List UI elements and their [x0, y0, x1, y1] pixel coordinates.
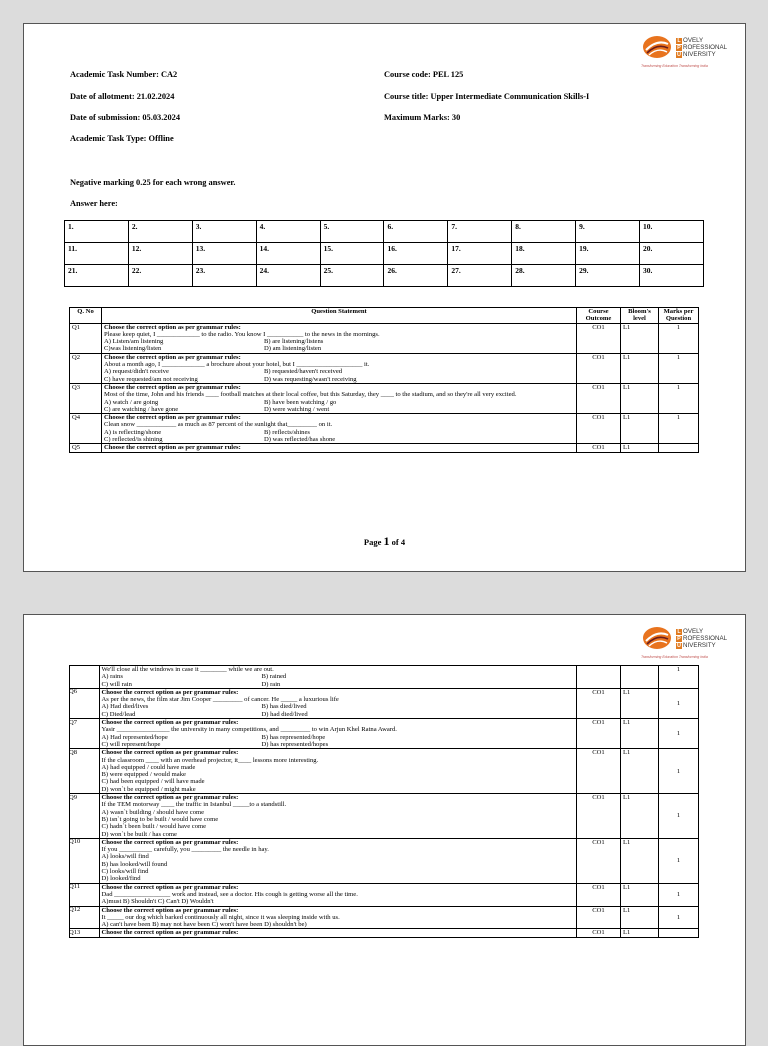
- marks: 1: [659, 414, 699, 444]
- question-statement: [99, 688, 577, 718]
- bloom-level: L1: [621, 883, 659, 906]
- lpu-emblem-icon: [641, 35, 673, 59]
- question-row: [99, 883, 699, 906]
- qno-row-divider: [69, 688, 99, 689]
- answer-row: [65, 243, 704, 265]
- bloom-level: L1: [621, 353, 659, 383]
- question-number-label: Q7: [69, 718, 78, 726]
- option-row: [104, 406, 574, 413]
- course-outcome: CO1: [577, 906, 621, 929]
- col-bloom: Bloom's level: [621, 308, 659, 324]
- course-code: Course code: PEL 125: [384, 70, 464, 79]
- question-line: D) looked/find: [101, 875, 141, 883]
- question-row: [99, 794, 699, 839]
- page-number: Page 1 of 4: [363, 534, 406, 548]
- bloom-level: L1: [621, 323, 659, 353]
- question-line: D) won`t be equipped / might make: [101, 785, 196, 793]
- question-statement: [102, 444, 577, 452]
- question-line: Yasir ________________ the university in many competitions, and _________ to win Arjun Khel Ratna Award.: [101, 726, 397, 734]
- qno-row-divider: [69, 718, 99, 719]
- answer-cell[interactable]: 27.: [448, 265, 512, 287]
- bloom-level: L1: [621, 838, 659, 883]
- answer-cell[interactable]: 11.: [65, 243, 129, 265]
- question-instruction: Choose the correct option as per grammar rules:: [101, 688, 239, 696]
- answer-cell[interactable]: 4.: [256, 221, 320, 243]
- option-row: [104, 368, 574, 375]
- question-number-label: Q8: [69, 748, 78, 756]
- task-number: Academic Task Number: CA2: [70, 70, 178, 79]
- question-number-label: Q13: [69, 928, 81, 936]
- answer-label: Answer here:: [70, 199, 118, 208]
- question-statement: [99, 666, 577, 689]
- question-statement: [99, 838, 577, 883]
- question-instruction: Choose the correct option as per grammar rules:: [104, 323, 241, 331]
- question-instruction: Choose the correct option as per grammar rules:: [101, 906, 239, 914]
- col-marks: Marks per Question: [659, 308, 699, 324]
- question-number: Q5: [70, 444, 102, 452]
- question-line: D) won`t be built / has come: [101, 830, 177, 838]
- question-number: Q3: [70, 383, 102, 413]
- option-row: [104, 399, 574, 406]
- answer-cell[interactable]: 3.: [192, 221, 256, 243]
- question-number: Q2: [70, 353, 102, 383]
- document-page-2: [23, 614, 746, 1046]
- course-outcome: CO1: [577, 414, 621, 444]
- marks: [659, 929, 699, 937]
- question-number-label: Q6: [69, 688, 78, 696]
- option: D) was requesting/wasn't receiving: [264, 375, 357, 383]
- answer-cell[interactable]: 14.: [256, 243, 320, 265]
- marks: 1: [659, 838, 699, 883]
- question-line: If you __________ carefully, you _________ the needle in hay.: [101, 846, 269, 854]
- qno-row-divider: [69, 906, 99, 907]
- marks: 1: [659, 666, 699, 689]
- course-outcome: CO1: [577, 838, 621, 883]
- logo-tagline: Transforming Education Transforming India: [641, 655, 708, 659]
- course-outcome: CO1: [577, 353, 621, 383]
- marks: [659, 444, 699, 452]
- answer-cell[interactable]: 18.: [512, 243, 576, 265]
- course-outcome: CO1: [577, 749, 621, 794]
- answer-cell[interactable]: 30.: [640, 265, 704, 287]
- question-instruction: Choose the correct option as per grammar rules:: [104, 383, 241, 391]
- question-number-label: Q12: [69, 906, 81, 913]
- option: B) has died/lived: [261, 703, 307, 711]
- option: D) rain: [261, 680, 281, 688]
- option-row: [102, 681, 575, 688]
- question-table: [69, 307, 699, 453]
- course-outcome: CO1: [577, 444, 621, 452]
- bloom-level: L1: [621, 383, 659, 413]
- logo-tagline: Transforming Education Transforming India: [641, 64, 708, 68]
- marks: 1: [659, 353, 699, 383]
- question-row: [70, 383, 699, 413]
- option: A) rains: [101, 673, 123, 681]
- option: A) is reflecting/shone: [104, 428, 162, 436]
- option: C) will represent/hope: [101, 740, 161, 748]
- option: D) had died/lived: [261, 710, 308, 718]
- bloom-level: [621, 666, 659, 689]
- question-row: [99, 749, 699, 794]
- bloom-level: L1: [621, 688, 659, 718]
- question-row: [70, 353, 699, 383]
- answer-cell[interactable]: 13.: [192, 243, 256, 265]
- document-page-1: [23, 23, 746, 572]
- question-instruction: Choose the correct option as per grammar rules:: [101, 883, 239, 891]
- answer-cell[interactable]: 10.: [640, 221, 704, 243]
- course-outcome: CO1: [577, 794, 621, 839]
- option: C) Died/lead: [101, 710, 136, 718]
- question-number-label: Q9: [69, 793, 78, 801]
- answer-cell[interactable]: 29.: [576, 265, 640, 287]
- answer-cell[interactable]: 5.: [320, 221, 384, 243]
- question-line: A)must B) Shouldn't C) Can't D) Wouldn't: [101, 898, 214, 906]
- question-row: [99, 929, 699, 937]
- option-row: [104, 345, 574, 352]
- qno-row-divider: [69, 883, 99, 884]
- question-table-continued: [69, 665, 699, 938]
- question-instruction: Choose the correct option as per grammar rules:: [104, 414, 241, 422]
- question-instruction: Choose the correct option as per grammar rules:: [104, 444, 241, 452]
- task-type: Academic Task Type: Offline: [70, 134, 174, 143]
- question-number-label: Q10: [69, 838, 81, 846]
- question-line: C) had been equipped / will have made: [101, 778, 205, 786]
- bloom-level: L1: [621, 794, 659, 839]
- option: C) have requested/am not receiving: [104, 375, 198, 383]
- option: A) watch / are going: [104, 398, 159, 406]
- allotment-date: Date of allotment: 21.02.2024: [70, 92, 175, 101]
- question-row: [99, 688, 699, 718]
- question-line: A) looks/will find: [101, 853, 149, 861]
- marks: 1: [659, 688, 699, 718]
- question-line: C) looks/will find: [101, 868, 149, 876]
- option: B) are listening/listens: [264, 338, 324, 346]
- option: D) has represented/hopes: [261, 740, 329, 748]
- question-row-continued: [99, 666, 699, 689]
- question-instruction: Choose the correct option as per grammar rules:: [101, 838, 239, 846]
- question-statement: [99, 929, 577, 937]
- negative-marking-note: Negative marking 0.25 for each wrong answer.: [70, 178, 236, 187]
- question-line: If the classroom ____ with an overhead projector, it____ lessons more interesting.: [101, 756, 319, 764]
- option: C) will rain: [101, 680, 132, 688]
- question-line: C) hadn`t been built / would have come: [101, 823, 207, 831]
- option-row: [102, 673, 575, 680]
- option: C) reflected/is shining: [104, 436, 163, 444]
- question-line: Please keep quiet, I _____________ to the radio. You know I ___________ to the news in the mornings.: [104, 330, 380, 338]
- course-outcome: CO1: [577, 929, 621, 937]
- option: B) rained: [261, 673, 287, 681]
- question-line: A) wasn`t building / should have come: [101, 808, 205, 816]
- answer-cell[interactable]: 2.: [128, 221, 192, 243]
- option: A) Had represented/hope: [101, 733, 168, 741]
- answer-cell[interactable]: 22.: [128, 265, 192, 287]
- marks: 1: [659, 906, 699, 929]
- answer-cell[interactable]: 7.: [448, 221, 512, 243]
- question-line: As per the news, the film star Jim Cooper _________ of cancer. He _____ a luxurious life: [101, 696, 339, 704]
- option-row: [104, 338, 574, 345]
- question-instruction: Choose the correct option as per grammar rules:: [101, 929, 239, 937]
- answer-cell[interactable]: 24.: [256, 265, 320, 287]
- course-outcome: CO1: [577, 883, 621, 906]
- question-line: B) were equipped / would make: [101, 771, 186, 779]
- question-line: Most of the time, John and his friends ____ football matches at their local coffee, but this Saturday, they ____ to the stadium, and so they're all very excited.: [104, 391, 517, 399]
- option-row: [102, 734, 575, 741]
- maximum-marks: Maximum Marks: 30: [384, 113, 461, 122]
- question-line: Dad _________________ work and instead, see a doctor. His cough is getting worse all the time.: [101, 890, 358, 898]
- marks: 1: [659, 383, 699, 413]
- university-logo: [641, 34, 733, 68]
- answer-cell[interactable]: 12.: [128, 243, 192, 265]
- question-row: [70, 444, 699, 452]
- option-row: [102, 703, 575, 710]
- question-instruction: Choose the correct option as per grammar rules:: [101, 749, 239, 757]
- course-outcome: CO1: [577, 688, 621, 718]
- bloom-level: L1: [621, 414, 659, 444]
- question-statement: [99, 794, 577, 839]
- option-row: [104, 429, 574, 436]
- course-outcome: CO1: [577, 323, 621, 353]
- answer-cell[interactable]: 25.: [320, 265, 384, 287]
- answer-cell[interactable]: 15.: [320, 243, 384, 265]
- marks: 1: [659, 749, 699, 794]
- question-statement: [102, 323, 577, 353]
- option: B) reflects/shines: [264, 428, 310, 436]
- answer-row: [65, 221, 704, 243]
- lpu-emblem-icon: [641, 626, 673, 650]
- answer-cell[interactable]: 28.: [512, 265, 576, 287]
- qno-row-divider: [69, 748, 99, 749]
- qno-column-frame: [69, 665, 100, 938]
- question-number: Q4: [70, 414, 102, 444]
- course-title: Course title: Upper Intermediate Communication Skills-I: [384, 92, 590, 101]
- option: C) are watching / have gone: [104, 405, 179, 413]
- question-statement: [102, 383, 577, 413]
- university-logo: [641, 625, 733, 659]
- question-number: Q1: [70, 323, 102, 353]
- question-row: [70, 323, 699, 353]
- marks: 1: [659, 883, 699, 906]
- question-statement: [99, 883, 577, 906]
- option: B) has represented/hope: [261, 733, 326, 741]
- course-outcome: CO1: [577, 719, 621, 749]
- qno-row-divider: [69, 793, 99, 794]
- col-statement: Question Statement: [102, 308, 577, 324]
- col-qno: Q. No: [70, 308, 102, 324]
- answer-cell[interactable]: 26.: [384, 265, 448, 287]
- question-line: B) has looked/will found: [101, 860, 168, 868]
- logo-wordmark: L OVELY P ROFESSIONAL U NIVERSITY: [677, 37, 728, 58]
- bloom-level: L1: [621, 444, 659, 452]
- answer-grid: [64, 220, 704, 287]
- option-row: [102, 741, 575, 748]
- bloom-level: L1: [621, 906, 659, 929]
- option: B) have been watching / go: [264, 398, 337, 406]
- bloom-level: L1: [621, 749, 659, 794]
- option-row: [104, 376, 574, 383]
- marks: 1: [659, 794, 699, 839]
- question-statement: [102, 414, 577, 444]
- option: A) Had died/lives: [101, 703, 149, 711]
- logo-wordmark: L OVELY P ROFESSIONAL U NIVERSITY: [677, 628, 728, 649]
- option: B) requested/haven't received: [264, 368, 343, 376]
- answer-cell[interactable]: 9.: [576, 221, 640, 243]
- question-statement: [99, 719, 577, 749]
- question-line: B) isn`t going to be built / would have come: [101, 815, 219, 823]
- course-outcome: [577, 666, 621, 689]
- answer-cell[interactable]: 20.: [640, 243, 704, 265]
- answer-cell[interactable]: 17.: [448, 243, 512, 265]
- question-line: A) can't have been B) may not have been C) won't have been D) shouldn't be): [101, 921, 307, 929]
- answer-row: [65, 265, 704, 287]
- question-row: [70, 414, 699, 444]
- question-instruction: Choose the correct option as per grammar rules:: [101, 794, 239, 802]
- col-outcome: Course Outcome: [577, 308, 621, 324]
- question-statement: [99, 749, 577, 794]
- option: D) were watching / went: [264, 405, 330, 413]
- qno-row-divider: [69, 838, 99, 839]
- question-line: We'll close all the windows in case it ________ while we are out.: [101, 666, 274, 673]
- question-number-label: Q11: [69, 883, 81, 891]
- question-line: A) had equipped / could have made: [101, 763, 196, 771]
- option: D) was reflected/has shone: [264, 436, 336, 444]
- marks: 1: [659, 323, 699, 353]
- question-line: It _____ our dog which barked continuously all night, since it was sleeping inside with us.: [101, 913, 340, 921]
- option: C)was listening/listen: [104, 345, 162, 353]
- option: A) Listen/am listening: [104, 338, 164, 346]
- question-row: [99, 838, 699, 883]
- bloom-level: L1: [621, 929, 659, 937]
- answer-cell[interactable]: 1.: [65, 221, 129, 243]
- submission-date: Date of submission: 05.03.2024: [70, 113, 181, 122]
- question-statement: [102, 353, 577, 383]
- answer-cell[interactable]: 19.: [576, 243, 640, 265]
- option-row: [102, 711, 575, 718]
- course-outcome: CO1: [577, 383, 621, 413]
- qno-row-divider: [69, 928, 99, 929]
- option-row: [104, 436, 574, 443]
- answer-cell[interactable]: 8.: [512, 221, 576, 243]
- marks: 1: [659, 719, 699, 749]
- answer-cell[interactable]: 21.: [65, 265, 129, 287]
- option: D) am listening/listen: [264, 345, 322, 353]
- question-line: Clean snow ____________ as much as 87 percent of the sunlight that_________ on it.: [104, 421, 333, 429]
- bloom-level: L1: [621, 719, 659, 749]
- answer-cell[interactable]: 23.: [192, 265, 256, 287]
- question-row: [99, 719, 699, 749]
- question-line: About a month ago, I _____________ a brochure about your hotel, but I ____________________ it.: [104, 361, 370, 369]
- option: A) request/didn't receive: [104, 368, 169, 376]
- question-instruction: Choose the correct option as per grammar rules:: [101, 719, 239, 727]
- question-instruction: Choose the correct option as per grammar rules:: [104, 353, 241, 361]
- question-statement: [99, 906, 577, 929]
- question-line: If the TEM motorway ____ the traffic in Istanbul _____to a standstill.: [101, 801, 287, 809]
- answer-cell[interactable]: 6.: [384, 221, 448, 243]
- answer-cell[interactable]: 16.: [384, 243, 448, 265]
- question-row: [99, 906, 699, 929]
